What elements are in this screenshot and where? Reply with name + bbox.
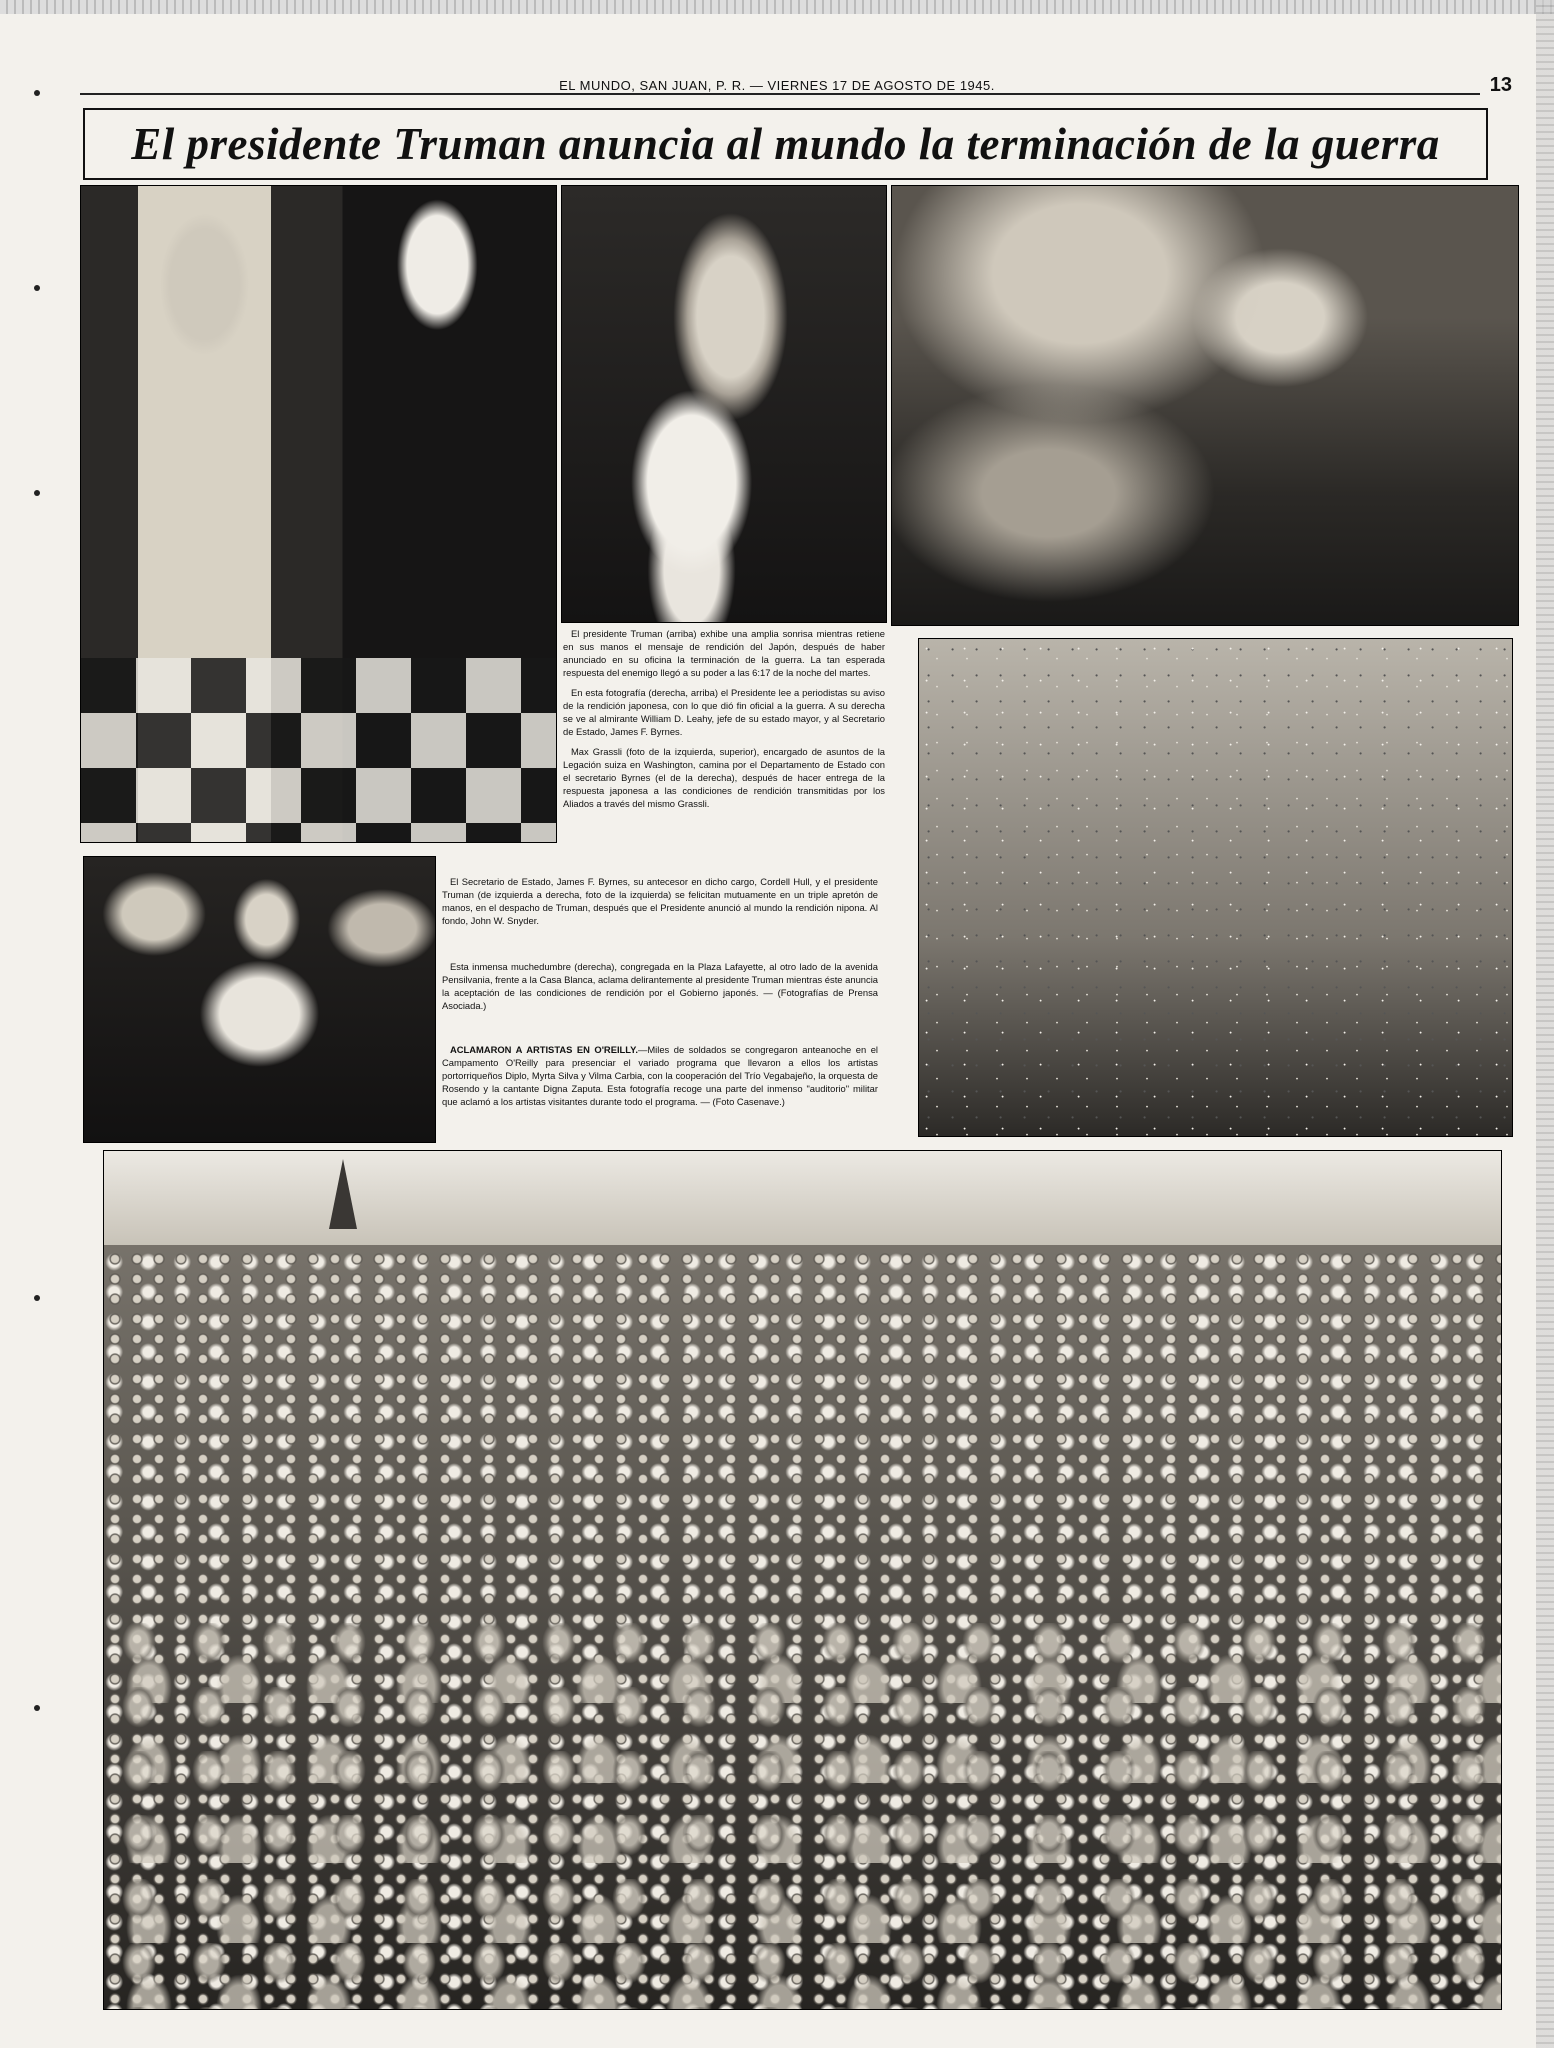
checkered-floor — [81, 658, 556, 842]
binding-hole-mark — [34, 1295, 40, 1301]
folio-rule — [80, 93, 1480, 95]
photo-byrnes-hull-truman-handshake — [83, 856, 436, 1143]
caption-lead: ACLAMARON A ARTISTAS EN O'REILLY. — [450, 1044, 638, 1055]
caption-crowd — [442, 960, 878, 1019]
folio-text: EL MUNDO, SAN JUAN, P. R. — VIERNES 17 DE AGOSTO DE 1945. — [551, 78, 1003, 93]
caption-paragraph: Max Grassli (foto de la izquierda, superior), encargado de asuntos de la Legación suiza en Washington, camina por el Departamento de Estado con el secretario Byrnes (el de la derecha), después de hacer entrega de la respuesta japonesa a las condiciones de rendición transmitidas por los Aliados a través del mismo Grassli. — [563, 746, 885, 809]
binding-hole-mark — [34, 490, 40, 496]
caption-paragraph — [442, 1043, 878, 1108]
front-row-soldiers — [104, 1623, 1501, 2009]
page-number: 13 — [1489, 74, 1512, 96]
photo-oreilly-soldiers — [103, 1150, 1502, 2010]
caption-paragraph: El presidente Truman (arriba) exhibe una amplia sonrisa mientras retiene en sus manos el mensaje de rendición del Japón, después de haber anunciado en su oficina la terminación de la guerra. La tan esperada respuesta del enemigo llegó a su poder a las 6:17 de la noche del martes. — [563, 628, 885, 678]
folio-line — [0, 78, 1554, 93]
photo-truman-smiling — [561, 185, 887, 623]
caption-paragraph: Esta inmensa muchedumbre (derecha), congregada en la Plaza Lafayette, al otro lado de la avenida Pensilvania, frente a la Casa Blanca, aclama delirantemente al presidente Truman mientras éste anuncia la aceptación de las condiciones de rendición por el Gobierno japonés. — (Fotografías de Prensa Asociada.) — [442, 961, 878, 1011]
caption-byrnes-hull — [442, 875, 878, 934]
headline: El presidente Truman anuncia al mundo la terminación de la guerra — [131, 119, 1440, 169]
caption-body: —Miles de soldados se congregaron anteanoche en el Campamento O'Reilly para presenciar el variado programa que llevaron a ellos los artistas portorriqueños Diplo, Myrta Silva y Vilma Carbia, con la cooperación del Trío Vegabajeño, la orquesta de Rosendo y la cantante Digna Zaputa. Esta fotografía recoge una parte del inmenso "auditorio" militar que aclamó a los artistas visitantes durante todo el programa. — (Foto Casenave.) — [442, 1044, 878, 1107]
caption-paragraph: En esta fotografía (derecha, arriba) el Presidente lee a periodistas su aviso de la rendición japonesa, con lo que dió fin oficial a la guerra. A su derecha se ve al almirante William D. Leahy, jefe de su estado mayor, y al Secretario de Estado, James F. Byrnes. — [563, 687, 885, 737]
scan-top-edge — [0, 0, 1554, 14]
photo-grassli-byrnes — [80, 185, 557, 843]
photo-lafayette-crowd — [918, 638, 1513, 1137]
caption-paragraph: El Secretario de Estado, James F. Byrnes, su antecesor en dicho cargo, Cordell Hull, y el presidente Truman (de izquierda a derecha, foto de la izquierda) se felicitan mutuamente en un triple apretón de manos, en el despacho de Truman, después que el Presidente anunció al mundo la rendición nipona. Al fondo, John W. Snyder. — [442, 876, 878, 926]
photo-truman-press-announcement — [891, 185, 1519, 626]
caption-oreilly — [442, 1043, 878, 1115]
caption-truman — [563, 627, 885, 817]
church-steeple — [329, 1159, 357, 1229]
binding-hole-mark — [34, 1705, 40, 1711]
photo-sky — [104, 1151, 1501, 1245]
scan-right-edge — [1536, 0, 1554, 2048]
binding-hole-mark — [34, 285, 40, 291]
headline-box — [83, 108, 1488, 180]
